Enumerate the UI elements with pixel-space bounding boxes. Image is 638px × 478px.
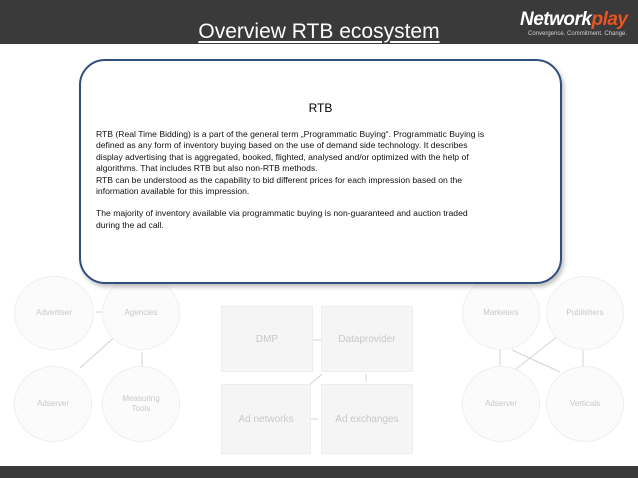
slide-title: Overview RTB ecosystem bbox=[198, 20, 440, 43]
node-agencies: Agencies bbox=[102, 276, 180, 350]
logo-text-accent: play bbox=[591, 9, 628, 30]
node-adserver-right: Adserver bbox=[462, 366, 540, 442]
card-paragraph-inventory: The majority of inventory available via programmatic buying is non-guaranteed and auction traded during the ad call. bbox=[96, 208, 468, 230]
node-measuring-tools: Measuring Tools bbox=[102, 366, 180, 442]
logo-text-main: Network bbox=[520, 9, 592, 30]
node-dataprovider: Dataprovider bbox=[321, 306, 413, 372]
rtb-info-card bbox=[79, 59, 562, 284]
node-advertiser: Advertiser bbox=[14, 276, 94, 350]
card-body bbox=[96, 129, 551, 231]
node-publishers: Publishers bbox=[546, 276, 624, 350]
node-dmp: DMP bbox=[221, 306, 313, 372]
footer-bar bbox=[0, 466, 638, 478]
node-adserver-left: Adserver bbox=[14, 366, 92, 442]
arrow-adserver-agencies bbox=[80, 334, 118, 368]
node-verticals: Verticals bbox=[546, 366, 624, 442]
node-ad-networks: Ad networks bbox=[221, 384, 311, 454]
node-marketers: Marketers bbox=[462, 276, 540, 350]
card-title: RTB bbox=[308, 101, 333, 115]
node-ad-exchanges: Ad exchanges bbox=[321, 384, 413, 454]
logo-tagline: Convergence. Commitment. Change. bbox=[528, 31, 628, 37]
card-paragraph-definition: RTB (Real Time Bidding) is a part of the general term „Programmatic Buying“. Programmatic Buying is defined as any form of inventory buying based on the use of demand side technology. It describes display advertising that is aggregated, booked, flighted, analysed and/or optimized with the help of algorithms. That includes RTB but also non-RTB methods. RTB can be understood as the capability to bid different prices for each impression based on the information available for this impression. bbox=[96, 129, 485, 197]
